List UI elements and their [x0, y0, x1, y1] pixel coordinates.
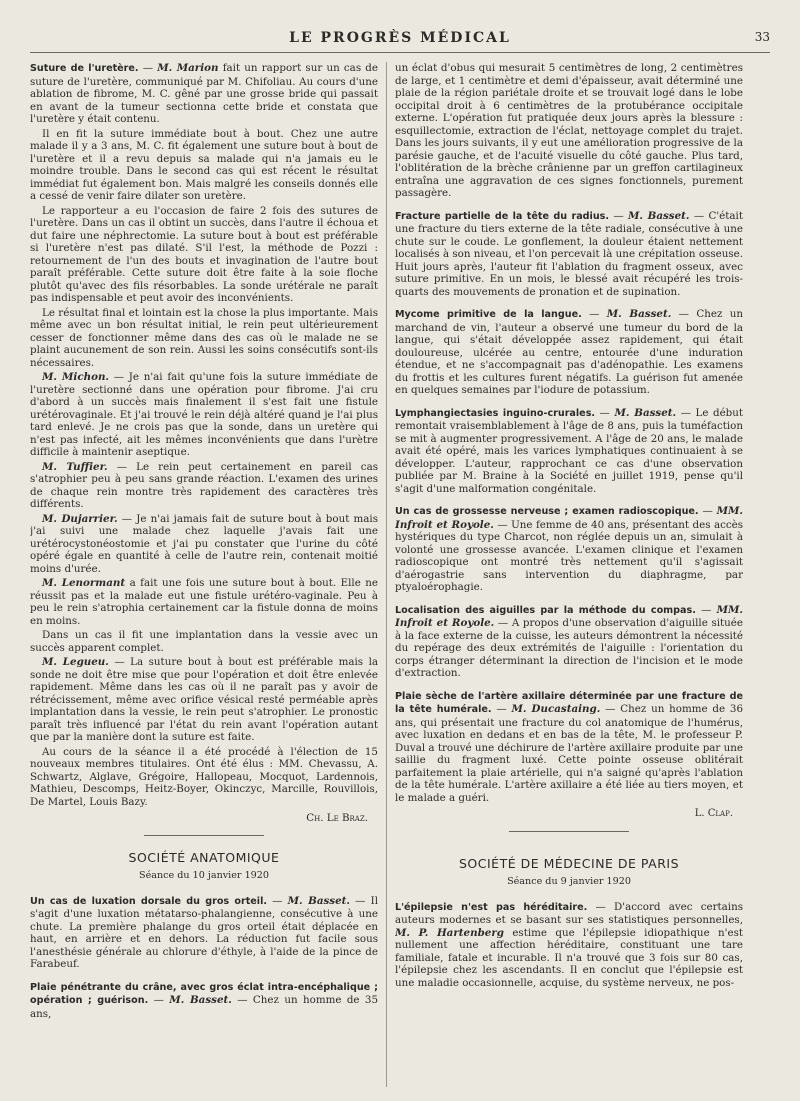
signature: L. Clap. — [694, 808, 733, 819]
article-paragraph: Fracture partielle de la tête du radius. — M. Basset. — C'était une fracture du tiers externe de la tête radiale, consécutive à une chute sur le coude. Le gonflement, la douleur étaient nettement localisés à son niveau, et l'on percevait là une crépitation osseuse. Huit jours après, l'auteur fit l'ablation du fragment osseux, avec suture primitive. En un mois, le blessé avait récupéré les trois-quarts des mouvements de pronation et de supination. — [395, 209, 743, 298]
article-paragraph — [30, 461, 378, 511]
author-name: M. Tuffier. — [42, 460, 108, 473]
author-name: M. Lenormant — [42, 577, 126, 589]
author-name: M. Michon. — [42, 371, 110, 383]
article-paragraph: Lymphangiectasies inguino-crurales. — M. Basset. — Le début remontait vraisemblablement à l'âge de 8 ans, puis la tuméfaction se mit à augmenter progressivement. A l'âge de 20 ans, le malade avait été opéré, mais les varices lymphatiques continuaient à se développer. L'auteur, rapprochant ce cas d'une observation publiée par M. Braine à la Société en juillet 1919, pense qu'il s'agit d'une malformation congénitale. — [395, 406, 743, 495]
article-paragraph: un éclat d'obus qui mesurait 5 centimètres de long, 2 centimètres de large, et 1 centimètre et demi d'épaisseur, avait déterminé une plaie de la région pariétale droite et se trouvait logé dans le lobe occipital droit à 6 centimètres de la protubérance occipitale externe. L'opération fut pratiquée deux jours après la blessure : esquillectomie, extraction de l'éclat, nettoyage complet du trajet. Dans les jours suivants, il y eut une amélioration progressive de la parésie gauche, et de l'acuité visuelle du côté gauche. Plus tard, l'oblitération de la brèche crânienne par un greffon cartilagineux entraîna une aggravation de ces signes fonctionnels, purement passagère. — [395, 62, 743, 199]
left-column — [30, 62, 378, 1087]
author-name: M. Basset. — [628, 209, 690, 222]
paragraph-text: — La suture bout à bout est préférable mais la sonde ne doit être mise que pour l'opération et doit être enlevée rapidement. Même dans les cas où il ne paraît pas y avoir de rétrécissement, même avec orifice vésical resté perméable après implantation dans la vessie, le rein peut s'atrophier. Le pronostic paraît très influencé par l'état du rein avant l'opération autant que par la manière dont la suture est faite. — [30, 656, 378, 743]
article-paragraph — [30, 513, 378, 576]
section-date: Séance du 10 janvier 1920 — [139, 870, 269, 881]
article-paragraph: Le rapporteur a eu l'occasion de faire 2 fois des sutures de l'uretère. Dans un cas il obtint un succès, dans l'autre il échoua et dut faire une néphrectomie. La suture bout à bout est préférable si l'uretère n'est pas dilaté. S'il l'est, la méthode de Pozzi : retournement de l'un des bouts et invagination de l'autre bout paraît préférable. Cette suture doit être faite à la soie floche plutôt qu'avec des fils résorbables. La sonde urétérale ne paraît pas indispensable et peut avoir des inconvénients. — [30, 204, 378, 304]
author-name: M. Dujarrier. — [42, 512, 118, 525]
article-heading: Plaie sèche de l'artère axillaire déterminée par une fracture de la tête humérale. — [395, 690, 743, 715]
page-header — [30, 30, 770, 52]
section-title: SOCIÉTÉ DE MÉDECINE DE PARIS — [458, 855, 680, 871]
article-paragraph: Dans un cas il fit une implantation dans la vessie avec un succès apparent complet. — [30, 629, 378, 654]
section-title: SOCIÉTÉ ANATOMIQUE — [128, 849, 280, 865]
paragraph-text: estime que l'épilepsie idiopathique n'est nullement une affection héréditaire, constituant une tare familiale, fatale et incurable. Il n'a trouvé que 3 fois sur 80 cas, l'épilepsie chez les ascendants. Il en conclut que l'épilepsie est une maladie occasionnelle, acquise, du système nerveux, ne pos- — [395, 926, 743, 989]
paragraph-text: a fait une fois une suture bout à bout. Elle ne réussit pas et la malade eut une fistule urétéro-vaginale. Peu à peu le rein s'atrophia certainement car la fistule donna de moins en moins. — [30, 577, 378, 627]
article-heading: Localisation des aiguilles par la méthode du compas. — [395, 604, 696, 616]
article-paragraph — [395, 901, 743, 990]
article-paragraph: Mycome primitive de la langue. — M. Basset. — Chez un marchand de vin, l'auteur a observé une tumeur du bord de la langue, qui s'était développée assez rapidement, qui était douloureuse, ulcérée au centre, entourée d'une induration étendue, et ne s'accompagnait pas d'adénopathie. Les examens du frottis et les cultures furent négatifs. La guérison fut amenée en quelques semaines par l'iodure de potassium. — [395, 308, 743, 396]
paragraph-text: — Chez un marchand de vin, l'auteur a observé une tumeur du bord de la langue, qui s'était développée assez rapidement, qui était douloureuse, ulcérée au centre, entourée d'une induration étendue, et ne s'accompagnait pas d'adénopathie. Les examens du frottis et les cultures furent négatifs. La guérison fut amenée en quelques semaines par l'iodure de potassium. — [395, 308, 743, 396]
article-paragraph — [30, 656, 378, 744]
paragraph-text: — Je n'ai jamais fait de suture bout à bout mais j'ai suivi une malade chez laquelle j'avais fait une urétérocystonéostomie et j'ai pu constater que l'urine du côté opéré égale en quantité à celle de l'autre rein, contenait moitié moins d'urée. — [30, 512, 378, 575]
author-name: M. Basset. — [614, 406, 677, 419]
article-heading: Un cas de luxation dorsale du gros orteil. — [30, 895, 268, 907]
page-number: 33 — [754, 30, 770, 44]
paragraph-text: — Chez un homme de 36 ans, qui présentait une fracture du col anatomique de l'humérus, avec luxation en dedans et en bas de la tête, M. le professeur P. Duval a trouvé une déchirure de l'artère axillaire produite par une saillie du fragment luxé. Cette pointe osseuse oblitérait parfaitement la plaie artérielle, qui n'a saigné qu'après l'ablation de la tête humérale. L'artère axillaire a été liée au tiers moyen, et le malade a guéri. — [395, 703, 743, 804]
article-heading: Mycome primitive de la langue. — [395, 309, 582, 320]
author-name: M. Basset. — [606, 308, 672, 320]
author-name: MM. Infroit et Royole. — [395, 603, 743, 629]
article-paragraph: Le résultat final et lointain est la chose la plus importante. Mais même avec un bon résultat initial, le rein peut ultérieurement cesser de fonctionner même dans des cas où le malade ne se plaint aucunement de son rein. Aussi les soins consécutifs sont-ils nécessaires. — [30, 306, 378, 369]
article-heading: Un cas de grossesse nerveuse ; examen radioscopique. — [395, 506, 699, 517]
author-name: M. Marion — [157, 62, 219, 74]
article-paragraph — [30, 371, 378, 459]
paragraph-text: — Une femme de 40 ans, présentant des accès hystériques du type Charcot, non réglée depuis un an, simulait à volonté une grossesse avancée. L'examen clinique et l'examen radioscopique ont montré très nettement qu'il s'agissait d'aérogastrie sans intervention du diaphragme, par ptyaloérophagie. — [395, 518, 743, 593]
column-divider — [386, 62, 387, 1087]
paragraph-text: — Le rein peut certainement en pareil cas s'atrophier peu à peu sans grande réaction. L'examen des urines de chaque rein montre très rapidement des caractères très différents. — [30, 460, 378, 510]
signature: Ch. Le Braz. — [306, 812, 368, 824]
paragraph-text: — Le début remontait vraisemblablement à l'âge de 8 ans, puis la tuméfaction se mit à augmenter progressivement. A l'âge de 20 ans, le malade avait été opéré, mais les varices lymphatiques continuaient à se développer. L'auteur, rapprochant ce cas d'une observation publiée par M. Braine à la Société en juillet 1919, pense qu'il s'agit d'une malformation congénitale. — [395, 406, 743, 495]
article-heading: L'épilepsie n'est pas héréditaire. — [395, 901, 588, 913]
article-paragraph: Un cas de luxation dorsale du gros orteil. — M. Basset. — Il s'agit d'une luxation métatarso-phalangienne, consécutive à une chute. La première phalange du gros orteil était déplacée en haut, en arrière et en dehors. La réduction fut facile sous l'anesthésie générale au chlorure d'éthyle, à l'aide de la pince de Farabeuf. — [30, 894, 378, 970]
article-paragraph: Suture de l'uretère. — M. Marion fait un rapport sur un cas de suture de l'uretère, communiqué par M. Chifoliau. Au cours d'une ablation de fibrome, M. C. gêné par une grosse bride qui passait en avant de la tumeur sectionna cette bride et constata que l'uretère y était contenu. — [30, 62, 378, 125]
paragraph-text: fait un rapport sur un cas de suture de l'uretère, communiqué par M. Chifoliau. Au cours d'une ablation de fibrome, M. C. gêné par une grosse bride qui passait en avant de la tumeur sectionna cette bride et constata que l'uretère y était contenu. — [30, 62, 378, 125]
author-name: M. P. Hartenberg — [395, 926, 504, 939]
journal-title: LE PROGRÈS MÉDICAL — [289, 30, 511, 46]
article-paragraph: Au cours de la séance il a été procédé à l'élection de 15 nouveaux membres titulaires. Ont été élus : MM. Chevassu, A. Schwartz, Alglave, Grégoire, Hallopeau, Mocquot, Lardennois, Mathieu, Descomps, Heitz-Boyer, Okinczyc, Marcille, Rouvillois, De Martel, Louis Bazy. — [30, 745, 378, 808]
article-paragraph: Plaie pénétrante du crâne, avec gros éclat intra-encéphalique ; opération ; guérison. — M. Basset. — Chez un homme de 35 ans, — [30, 981, 378, 1020]
right-column — [395, 62, 743, 1087]
paragraph-text: — Il s'agit d'une luxation métatarso-phalangienne, consécutive à une chute. La première phalange du gros orteil était déplacée en haut, en arrière et en dehors. La réduction fut facile sous l'anesthésie générale au chlorure d'éthyle, à l'aide de la pince de Farabeuf. — [30, 894, 378, 970]
article-paragraph: Plaie sèche de l'artère axillaire déterminée par une fracture de la tête humérale. — M. Ducastaing. — Chez un homme de 36 ans, qui présentait une fracture du col anatomique de l'humérus, avec luxation en dedans et en bas de la tête, M. le professeur P. Duval a trouvé une déchirure de l'artère axillaire produite par une saillie du fragment luxé. Cette pointe osseuse oblitérait parfaitement la plaie artérielle, qui n'a saigné qu'après l'ablation de la tête humérale. L'artère axillaire a été liée au tiers moyen, et le malade a guéri. — [395, 690, 743, 804]
section-divider — [144, 835, 264, 836]
header-rule — [30, 52, 770, 53]
author-name: M. Legueu. — [42, 656, 109, 668]
section-date: Séance du 9 janvier 1920 — [507, 876, 631, 887]
paragraph-text: — C'était une fracture du tiers externe de la tête radiale, consécutive à une chute sur le coude. Le gonflement, la douleur étaient nettement localisés à son niveau, et l'on percevait là une crépitation osseuse. Huit jours après, l'auteur fit l'ablation du fragment osseux, avec suture primitive. En un mois, le blessé avait récupéré les trois-quarts des mouvements de pronation et de supination. — [395, 209, 743, 298]
author-name: M. Basset. — [287, 894, 350, 907]
article-heading: Suture de l'uretère. — [30, 63, 139, 74]
article-heading: Lymphangiectasies inguino-crurales. — [395, 407, 596, 419]
paragraph-text: — D'accord avec certains auteurs modernes et se basant sur ses statistiques personnelles, — [395, 900, 743, 926]
author-name: MM. Infroit et Royole. — [395, 505, 743, 531]
paragraph-text: — Chez un homme de 35 ans, — [30, 994, 378, 1020]
author-name: M. Ducastaing. — [511, 703, 601, 715]
article-paragraph: Un cas de grossesse nerveuse ; examen radioscopique. — MM. Infroit et Royole. — Une femme de 40 ans, présentant des accès hystériques du type Charcot, non réglée depuis un an, simulait à volonté une grossesse avancée. L'examen clinique et l'examen radioscopique ont montré très nettement qu'il s'agissait d'aérogastrie sans intervention du diaphragme, par ptyaloérophagie. — [395, 505, 743, 593]
article-paragraph — [30, 577, 378, 627]
author-name: M. Basset. — [169, 994, 232, 1006]
article-heading: Fracture partielle de la tête du radius. — [395, 210, 610, 222]
article-paragraph: Il en fit la suture immédiate bout à bout. Chez une autre malade il y a 3 ans, M. C. fit également une suture bout à bout de l'uretère et il a revu depuis sa malade qui n'a jamais eu le moindre trouble. Dans le second cas qui est récent le résultat immédiat fut également bon. Mais malgré les conseils donnés elle a cessé de venir faire dilater son uretère. — [30, 127, 378, 202]
paragraph-text: — Je n'ai fait qu'une fois la suture immédiate de l'uretère sectionné dans une opération pour fibrome. J'ai cru d'abord à un succès mais finalement il s'est fait une fistule urétérovaginale. Et j'ai trouvé le rein déjà altéré quand je l'ai plus tard enlevé. Je ne crois pas que la sonde, dans un uretère qui n'est pas infecté, ait les mêmes inconvénients que dans l'urètre difficile à maintenir aseptique. — [30, 371, 378, 458]
article-paragraph: Localisation des aiguilles par la méthode du compas. — MM. Infroit et Royole. — A propos d'une observation d'aiguille située à la face externe de la cuisse, les auteurs démontrent la nécessité du repérage des deux extrémités de l'aiguille : l'orientation du corps étranger déterminant la direction de l'incision et le mode d'extraction. — [395, 603, 743, 679]
section-divider — [509, 831, 629, 832]
paragraph-text: — A propos d'une observation d'aiguille située à la face externe de la cuisse, les auteurs démontrent la nécessité du repérage des deux extrémités de l'aiguille : l'orientation du corps étranger déterminant la direction de l'incision et le mode d'extraction. — [395, 617, 743, 679]
article-heading: Plaie pénétrante du crâne, avec gros éclat intra-encéphalique ; opération ; guérison. — [30, 981, 378, 1006]
